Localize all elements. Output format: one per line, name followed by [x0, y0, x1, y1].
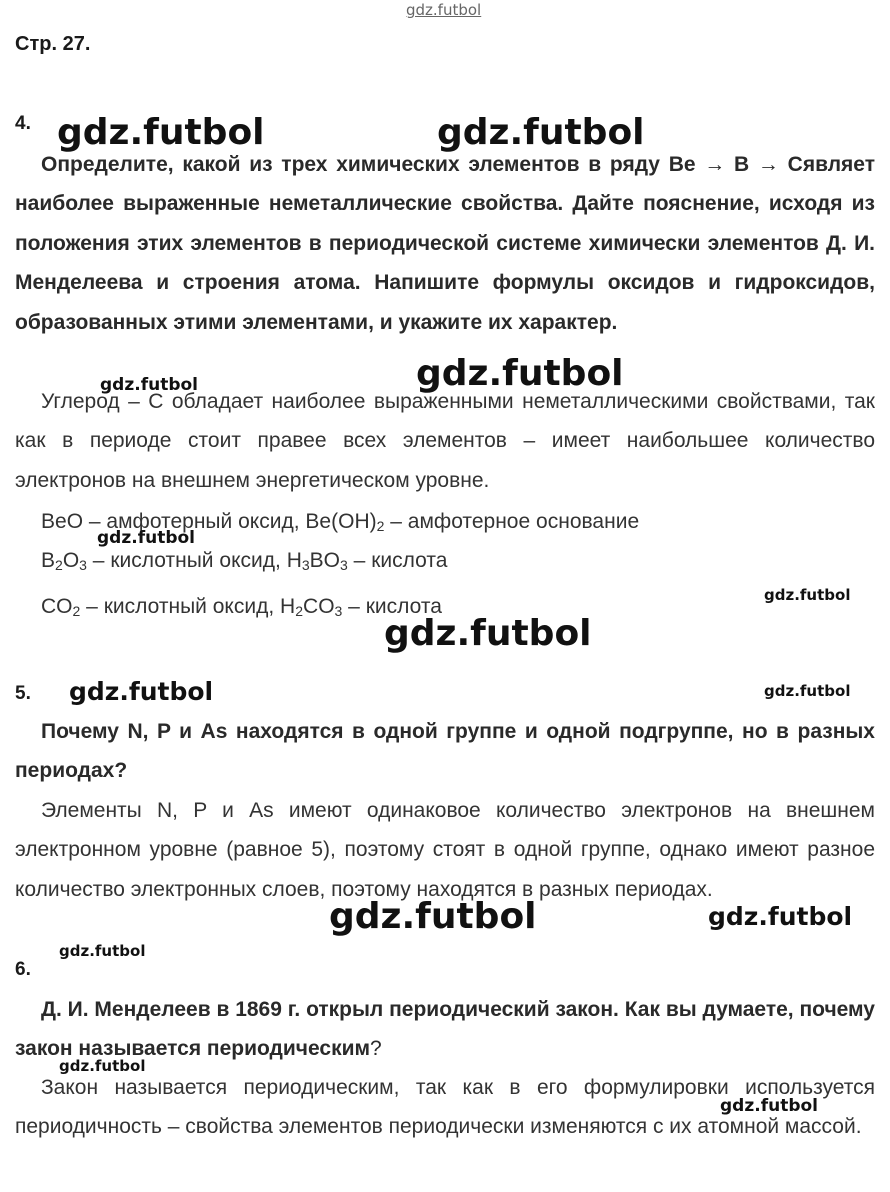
watermark: gdz.futbol — [57, 112, 265, 153]
formula-line: $B_2O_3$ – кислотный оксид, $H_3BO_3$ – кислота — [41, 549, 448, 573]
task-number: 4. — [15, 113, 31, 134]
watermark: gdz.futbol — [329, 896, 537, 937]
watermark: gdz.futbol — [764, 682, 851, 700]
watermark: gdz.futbol — [406, 1, 482, 19]
watermark: gdz.futbol — [384, 613, 592, 654]
formula-line: $CO_2$ – кислотный оксид, $H_2CO_3$ – кислота — [41, 595, 442, 619]
task-question: Почему N, P и As находятся в одной группе и одной подгруппе, но в разных периодах? — [15, 720, 875, 783]
watermark: gdz.futbol — [59, 942, 146, 960]
watermark: gdz.futbol — [97, 528, 195, 548]
task-answer: Закон называется периодическим, так как в его формулировки используется периодичность – свойства элементов периодически изменяются с их атомной массой. — [15, 1076, 875, 1139]
watermark: gdz.futbol — [69, 677, 214, 706]
task-answer: Элементы N, P и As имеют одинаковое количество электронов на внешнем электронном уровне (равное 5), поэтому стоят в одной группе, однако имеют разное количество электронных слоев, поэтому находятся в разных периодах. — [15, 799, 875, 901]
formula-line: BeO – амфотерный оксид, $Be(OH)_2$ – амфотерное основание — [41, 510, 640, 534]
task-question-bold: Д. И. Менделеев в 1869 г. открыл периодический закон. Как вы думаете, почему закон называется периодическим — [15, 998, 875, 1061]
watermark: gdz.futbol — [416, 353, 624, 394]
task-number: 6. — [15, 959, 31, 980]
page-label: Стр. 27. — [15, 33, 91, 55]
watermark: gdz.futbol — [100, 375, 198, 395]
watermark: gdz.futbol — [708, 902, 853, 931]
task-question-tail: ? — [370, 1037, 382, 1061]
watermark: gdz.futbol — [437, 112, 645, 153]
watermark: gdz.futbol — [59, 1057, 146, 1075]
watermark: gdz.futbol — [764, 586, 851, 604]
watermark: gdz.futbol — [720, 1096, 818, 1116]
task-number: 5. — [15, 683, 31, 704]
task-answer: Углерод – C обладает наиболее выраженными неметаллическими свойствами, так как в периоде стоит правее всех элементов – имеет наибольшее количество электронов на внешнем энергетическом уровне. — [15, 390, 875, 492]
task-question: Определите, какой из трех химических элементов в ряду Be → B → Cявляет наиболее выраженные неметаллические свойства. Дайте пояснение, исходя из положения этих элементов в периодической системе химически элементов Д. И. Менделеева и строения атома. Напишите формулы оксидов и гидроксидов, образованных этими элементами, и укажите их характер. — [15, 153, 875, 334]
